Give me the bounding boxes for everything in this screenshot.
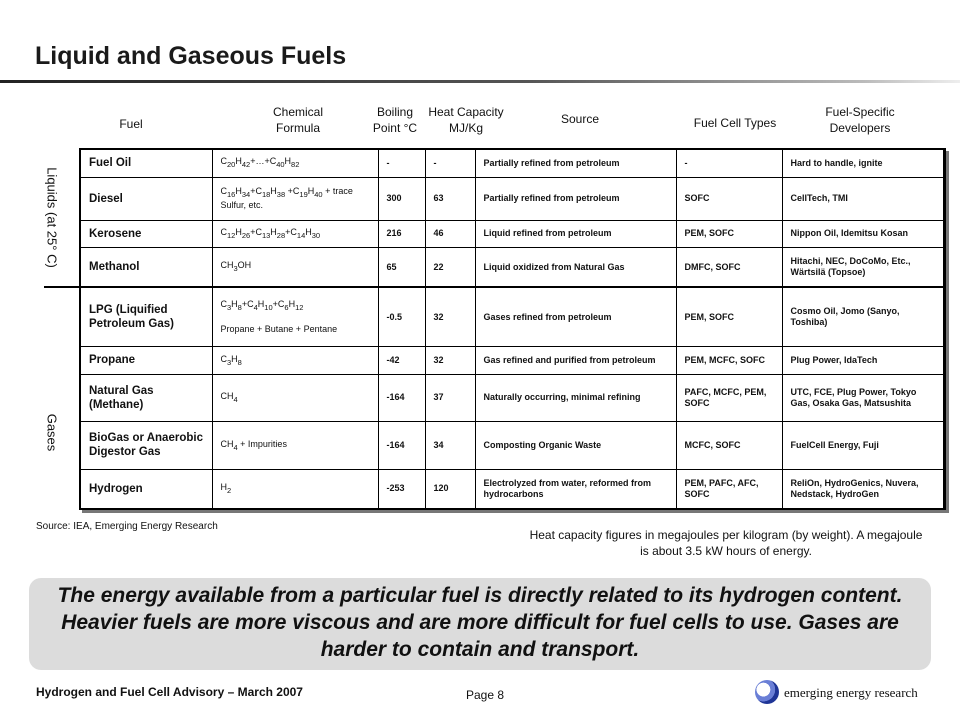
cell-formula: $H_2$ (212, 469, 378, 509)
cell-developers: Plug Power, IdaTech (782, 347, 944, 374)
cell-heat: 32 (425, 347, 475, 374)
cell-fuel: Kerosene (80, 220, 212, 247)
cell-developers: CellTech, TMI (782, 177, 944, 220)
cell-developers: FuelCell Energy, Fuji (782, 422, 944, 470)
cell-fuel: BioGas or Anaerobic Digestor Gas (80, 422, 212, 470)
cell-heat: 63 (425, 177, 475, 220)
cell-fuel: Methanol (80, 247, 212, 287)
cell-heat: 22 (425, 247, 475, 287)
table-row (80, 422, 944, 470)
table-row (80, 287, 944, 347)
column-header-fuel: Fuel (119, 117, 143, 131)
cell-source: Liquid oxidized from Natural Gas (475, 247, 676, 287)
column-header-developers: Fuel-Specific Developers (825, 105, 895, 135)
cell-types: PAFC, MCFC, PEM, SOFC (676, 374, 782, 422)
group-divider (44, 286, 80, 288)
cell-boiling: 216 (378, 220, 425, 247)
liquids-group-label: Liquids (at 25° C) (44, 167, 60, 268)
cell-formula: $CH_4$ (212, 374, 378, 422)
table-row (80, 177, 944, 220)
cell-formula: $CH_3OH$ (212, 247, 378, 287)
column-header-boiling: Boiling Point °C (372, 105, 418, 135)
column-header-heat-capacity: Heat Capacity MJ/Kg (428, 105, 504, 135)
column-header-fuel-cell-types: Fuel Cell Types (693, 116, 777, 130)
table-row (80, 247, 944, 287)
table-row (80, 220, 944, 247)
fuels-table (79, 148, 946, 510)
cell-types: PEM, SOFC (676, 287, 782, 347)
cell-heat: 34 (425, 422, 475, 470)
column-header-formula: Chemical Formula (272, 105, 323, 135)
cell-developers: ReliOn, HydroGenics, Nuvera, Nedstack, HydroGen (782, 469, 944, 509)
cell-heat: 120 (425, 469, 475, 509)
footer-title: Hydrogen and Fuel Cell Advisory – March 2007 (36, 685, 303, 699)
column-header-source: Source (560, 112, 600, 126)
cell-types: PEM, PAFC, AFC, SOFC (676, 469, 782, 509)
cell-heat: - (425, 149, 475, 177)
page-number: Page 8 (466, 688, 505, 702)
cell-developers: Nippon Oil, Idemitsu Kosan (782, 220, 944, 247)
page-title: Liquid and Gaseous Fuels (35, 42, 347, 70)
cell-boiling: 300 (378, 177, 425, 220)
cell-fuel: Natural Gas (Methane) (80, 374, 212, 422)
cell-fuel: Propane (80, 347, 212, 374)
cell-boiling: -0.5 (378, 287, 425, 347)
table-row (80, 347, 944, 374)
cell-formula: $C_{16}H_{34}+C_{18}H_{38} +C_{19}H_{40}$ + trace Sulfur, etc. (212, 177, 378, 220)
cell-fuel: Fuel Oil (80, 149, 212, 177)
cell-source: Naturally occurring, minimal refining (475, 374, 676, 422)
cell-heat: 32 (425, 287, 475, 347)
callout-text: The energy available from a particular fuel is directly related to its hydrogen content. Heavier fuels are more viscous and are more difficult for fuel cells to use. Gases are harder to contain and transport. (57, 584, 903, 661)
company-logo-text: emerging energy research (784, 685, 918, 700)
cell-fuel: Hydrogen (80, 469, 212, 509)
cell-source: Gases refined from petroleum (475, 287, 676, 347)
cell-types: PEM, SOFC (676, 220, 782, 247)
cell-boiling: -42 (378, 347, 425, 374)
cell-developers: UTC, FCE, Plug Power, Tokyo Gas, Osaka Gas, Matsushita (782, 374, 944, 422)
cell-source: Gas refined and purified from petroleum (475, 347, 676, 374)
cell-developers: Hard to handle, ignite (782, 149, 944, 177)
cell-source: Liquid refined from petroleum (475, 220, 676, 247)
cell-formula: $C_{20}H_{42}+\dots+C_{40}H_{82}$ (212, 149, 378, 177)
cell-types: DMFC, SOFC (676, 247, 782, 287)
cell-types: MCFC, SOFC (676, 422, 782, 470)
cell-boiling: -164 (378, 422, 425, 470)
cell-fuel: LPG (Liquified Petroleum Gas) (80, 287, 212, 347)
cell-formula: $CH_4$ + Impurities (212, 422, 378, 470)
table-row (80, 149, 944, 177)
title-divider (0, 80, 960, 83)
cell-source: Electrolyzed from water, reformed from hydrocarbons (475, 469, 676, 509)
cell-heat: 37 (425, 374, 475, 422)
table-row (80, 469, 944, 509)
cell-developers: Cosmo Oil, Jomo (Sanyo, Toshiba) (782, 287, 944, 347)
company-logo-icon (755, 680, 779, 704)
cell-types: SOFC (676, 177, 782, 220)
cell-formula: $C_3H_8$ (212, 347, 378, 374)
cell-fuel: Diesel (80, 177, 212, 220)
cell-developers: Hitachi, NEC, DoCoMo, Etc., Wärtsilä (Topsoe) (782, 247, 944, 287)
cell-boiling: -253 (378, 469, 425, 509)
cell-source: Partially refined from petroleum (475, 149, 676, 177)
cell-boiling: - (378, 149, 425, 177)
cell-boiling: 65 (378, 247, 425, 287)
cell-types: PEM, MCFC, SOFC (676, 347, 782, 374)
cell-boiling: -164 (378, 374, 425, 422)
heat-capacity-note: Heat capacity figures in megajoules per kilogram (by weight). A megajoule is about 3.5 kW hours of energy. (529, 528, 923, 558)
cell-formula: $C_{12}H_{26}+C_{13}H_{28}+C_{14}H_{30}$ (212, 220, 378, 247)
cell-heat: 46 (425, 220, 475, 247)
cell-formula: $C_3H_8+C_4H_{10}+C_6H_{12}$ Propane + Butane + Pentane (212, 287, 378, 347)
source-note: Source: IEA, Emerging Energy Research (36, 521, 218, 532)
table-row (80, 374, 944, 422)
cell-types: - (676, 149, 782, 177)
cell-source: Partially refined from petroleum (475, 177, 676, 220)
cell-source: Composting Organic Waste (475, 422, 676, 470)
gases-group-label: Gases (44, 413, 60, 452)
